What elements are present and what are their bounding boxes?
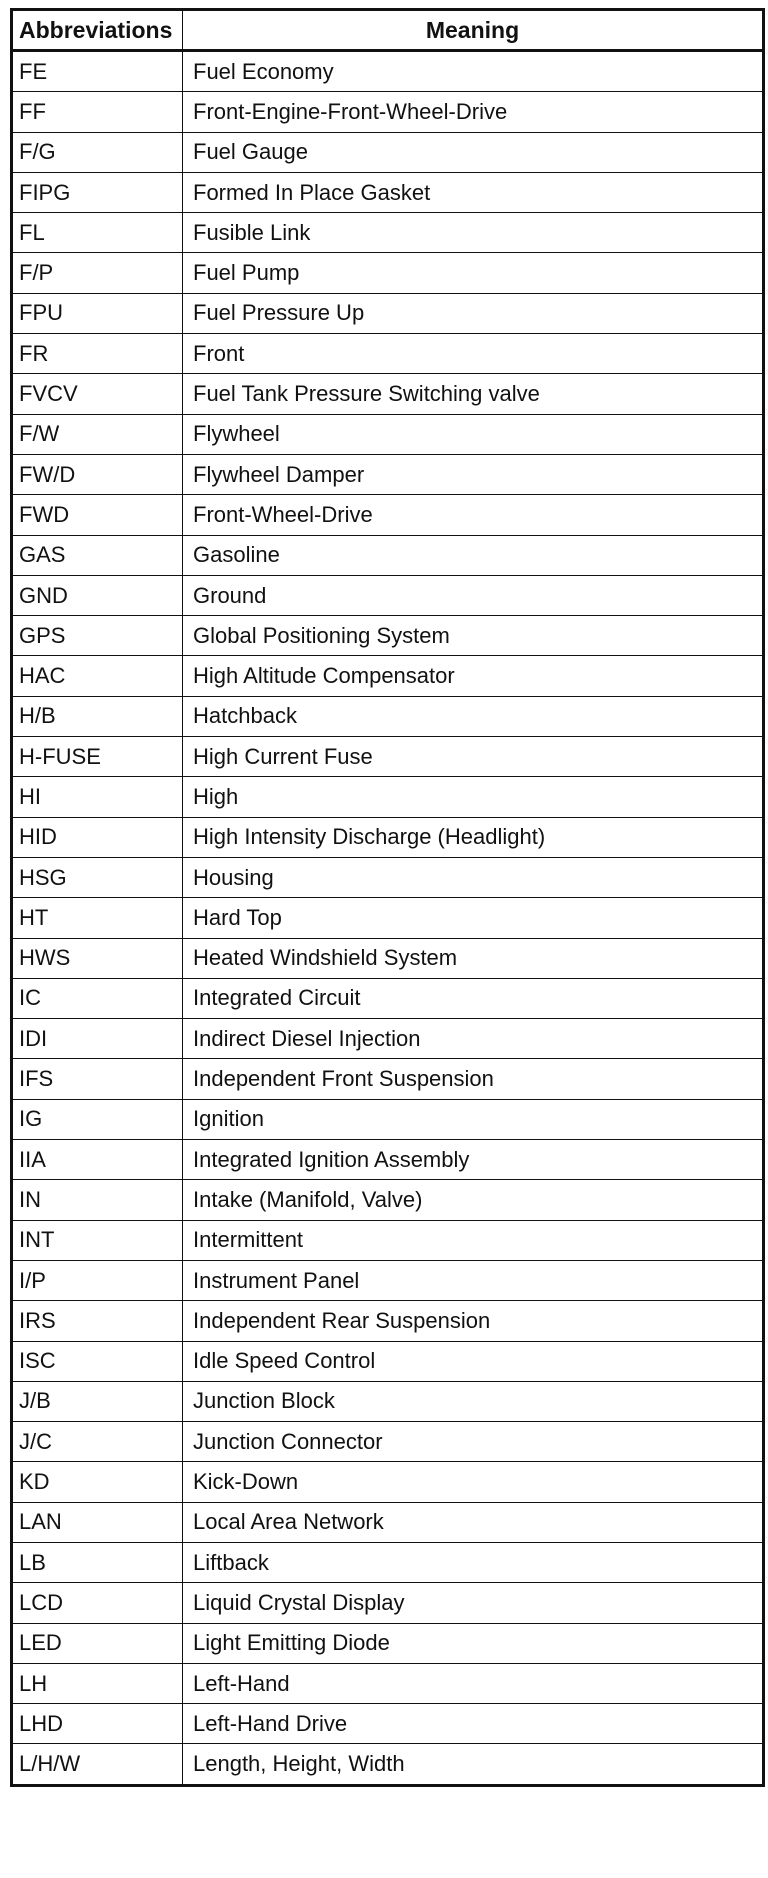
table-row [12, 1180, 764, 1220]
abbreviation-cell: FR [12, 334, 183, 374]
abbreviation-cell: HT [12, 898, 183, 938]
table-row [12, 92, 764, 132]
table-row [12, 857, 764, 897]
abbreviation-cell: L/H/W [12, 1744, 183, 1785]
meaning-cell: Fuel Economy [183, 51, 764, 92]
meaning-cell: Intermittent [183, 1220, 764, 1260]
table-row [12, 898, 764, 938]
abbreviation-cell: FVCV [12, 374, 183, 414]
table-row [12, 1381, 764, 1421]
meaning-cell: Fuel Tank Pressure Switching valve [183, 374, 764, 414]
meaning-cell: Front [183, 334, 764, 374]
meaning-cell: Integrated Ignition Assembly [183, 1140, 764, 1180]
table-row [12, 656, 764, 696]
table-row [12, 1059, 764, 1099]
table-row [12, 1744, 764, 1785]
abbreviation-cell: LCD [12, 1583, 183, 1623]
table-row [12, 1301, 764, 1341]
abbreviation-cell: F/W [12, 414, 183, 454]
meaning-cell: Fuel Pressure Up [183, 293, 764, 333]
table-row [12, 1422, 764, 1462]
meaning-cell: Local Area Network [183, 1502, 764, 1542]
table-row [12, 1341, 764, 1381]
table-row [12, 1220, 764, 1260]
meaning-cell: Gasoline [183, 535, 764, 575]
table-row [12, 1140, 764, 1180]
meaning-cell: Housing [183, 857, 764, 897]
meaning-cell: Ground [183, 575, 764, 615]
table-row [12, 817, 764, 857]
abbreviation-cell: GPS [12, 616, 183, 656]
table-row [12, 938, 764, 978]
header-row [12, 10, 764, 51]
abbreviation-cell: IIA [12, 1140, 183, 1180]
abbreviation-cell: FIPG [12, 172, 183, 212]
abbreviation-cell: IN [12, 1180, 183, 1220]
table-row [12, 978, 764, 1018]
table-row [12, 737, 764, 777]
table-row [12, 495, 764, 535]
meaning-cell: Fusible Link [183, 213, 764, 253]
abbreviations-sheet [10, 8, 762, 1787]
abbreviation-cell: HID [12, 817, 183, 857]
abbreviation-cell: IRS [12, 1301, 183, 1341]
abbreviation-cell: IFS [12, 1059, 183, 1099]
table-row [12, 1099, 764, 1139]
meaning-cell: Front-Engine-Front-Wheel-Drive [183, 92, 764, 132]
abbreviation-cell: GAS [12, 535, 183, 575]
table-row [12, 1502, 764, 1542]
meaning-cell: Indirect Diesel Injection [183, 1019, 764, 1059]
meaning-cell: Junction Block [183, 1381, 764, 1421]
table-row [12, 616, 764, 656]
table-header [12, 10, 764, 51]
meaning-cell: Length, Height, Width [183, 1744, 764, 1785]
table-row [12, 454, 764, 494]
meaning-cell: Idle Speed Control [183, 1341, 764, 1381]
table-row [12, 132, 764, 172]
abbreviation-cell: F/G [12, 132, 183, 172]
abbreviation-cell: LED [12, 1623, 183, 1663]
abbreviation-cell: HAC [12, 656, 183, 696]
meaning-cell: High Current Fuse [183, 737, 764, 777]
table-row [12, 1462, 764, 1502]
table-row [12, 1704, 764, 1744]
table-row [12, 777, 764, 817]
table-row [12, 1623, 764, 1663]
meaning-column-header: Meaning [183, 10, 764, 51]
meaning-cell: Intake (Manifold, Valve) [183, 1180, 764, 1220]
table-row [12, 696, 764, 736]
table-row [12, 334, 764, 374]
table-row [12, 253, 764, 293]
meaning-cell: High [183, 777, 764, 817]
meaning-cell: Integrated Circuit [183, 978, 764, 1018]
abbreviation-cell: KD [12, 1462, 183, 1502]
table-row [12, 374, 764, 414]
meaning-cell: Front-Wheel-Drive [183, 495, 764, 535]
abbreviation-cell: IDI [12, 1019, 183, 1059]
table-row [12, 1583, 764, 1623]
meaning-cell: Ignition [183, 1099, 764, 1139]
abbreviation-cell: IG [12, 1099, 183, 1139]
table-row [12, 535, 764, 575]
abbreviation-cell: HWS [12, 938, 183, 978]
abbreviation-cell: J/B [12, 1381, 183, 1421]
meaning-cell: Left-Hand [183, 1663, 764, 1703]
abbreviation-cell: FF [12, 92, 183, 132]
abbreviation-cell: GND [12, 575, 183, 615]
meaning-cell: Kick-Down [183, 1462, 764, 1502]
abbreviations-table [10, 8, 765, 1787]
table-row [12, 172, 764, 212]
meaning-cell: Global Positioning System [183, 616, 764, 656]
table-row [12, 575, 764, 615]
meaning-cell: Flywheel Damper [183, 454, 764, 494]
table-row [12, 213, 764, 253]
table-row [12, 1019, 764, 1059]
abbreviation-cell: LHD [12, 1704, 183, 1744]
abbreviation-cell: ISC [12, 1341, 183, 1381]
abbreviation-cell: LB [12, 1542, 183, 1582]
meaning-cell: High Intensity Discharge (Headlight) [183, 817, 764, 857]
abbreviation-cell: INT [12, 1220, 183, 1260]
meaning-cell: Liquid Crystal Display [183, 1583, 764, 1623]
abbreviation-cell: FL [12, 213, 183, 253]
table-row [12, 1260, 764, 1300]
abbreviation-cell: LH [12, 1663, 183, 1703]
abbreviation-cell: HSG [12, 857, 183, 897]
abbreviation-cell: I/P [12, 1260, 183, 1300]
abbreviation-cell: HI [12, 777, 183, 817]
meaning-cell: Heated Windshield System [183, 938, 764, 978]
meaning-cell: Independent Front Suspension [183, 1059, 764, 1099]
meaning-cell: Liftback [183, 1542, 764, 1582]
table-row [12, 293, 764, 333]
meaning-cell: High Altitude Compensator [183, 656, 764, 696]
abbreviation-cell: FE [12, 51, 183, 92]
abbreviation-cell: F/P [12, 253, 183, 293]
abbreviation-cell: FW/D [12, 454, 183, 494]
meaning-cell: Instrument Panel [183, 1260, 764, 1300]
table-row [12, 414, 764, 454]
meaning-cell: Flywheel [183, 414, 764, 454]
meaning-cell: Fuel Pump [183, 253, 764, 293]
meaning-cell: Independent Rear Suspension [183, 1301, 764, 1341]
table-body [12, 51, 764, 1786]
table-row [12, 51, 764, 92]
table-row [12, 1542, 764, 1582]
meaning-cell: Junction Connector [183, 1422, 764, 1462]
abbreviation-cell: H-FUSE [12, 737, 183, 777]
abbreviation-cell: J/C [12, 1422, 183, 1462]
meaning-cell: Light Emitting Diode [183, 1623, 764, 1663]
table-row [12, 1663, 764, 1703]
meaning-cell: Formed In Place Gasket [183, 172, 764, 212]
meaning-cell: Hard Top [183, 898, 764, 938]
abbreviation-cell: LAN [12, 1502, 183, 1542]
abbreviation-cell: H/B [12, 696, 183, 736]
abbreviation-cell: FPU [12, 293, 183, 333]
abbreviation-cell: IC [12, 978, 183, 1018]
abbreviations-column-header: Abbreviations [12, 10, 183, 51]
abbreviation-cell: FWD [12, 495, 183, 535]
meaning-cell: Left-Hand Drive [183, 1704, 764, 1744]
meaning-cell: Hatchback [183, 696, 764, 736]
meaning-cell: Fuel Gauge [183, 132, 764, 172]
